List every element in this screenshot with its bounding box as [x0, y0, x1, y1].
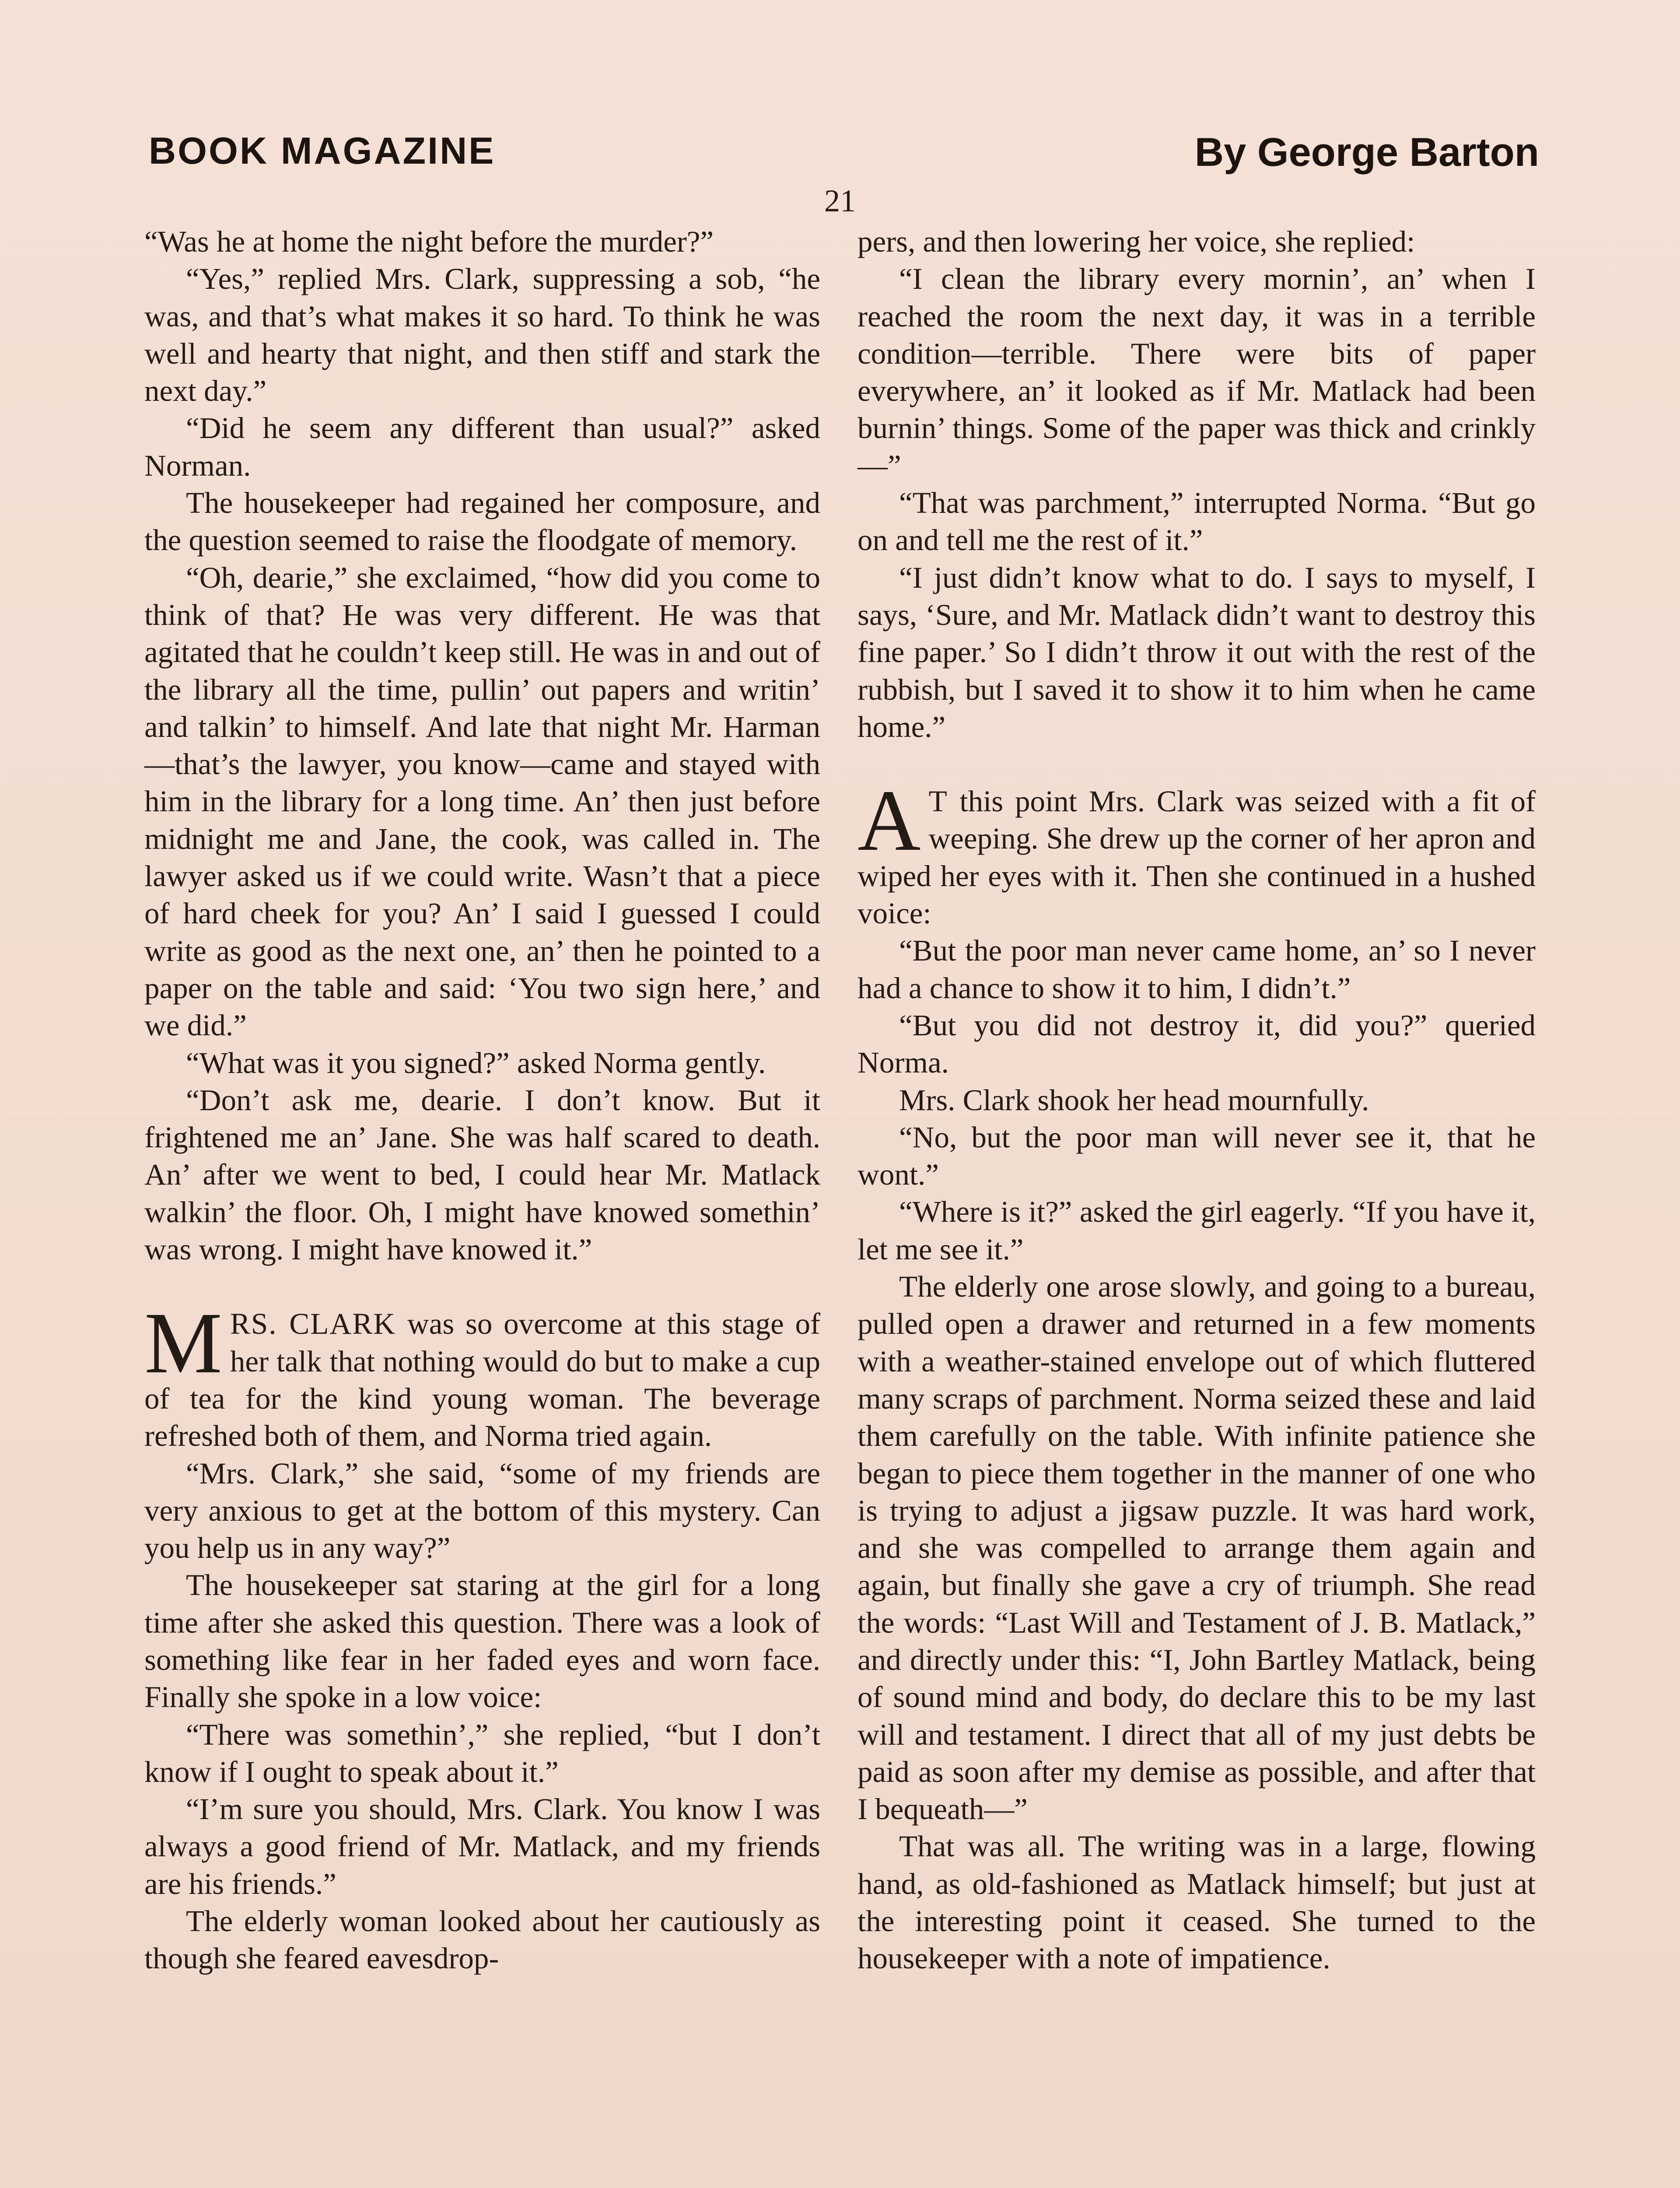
- paragraph-text: was so overcome at this stage of her talk that nothing would do but to make a cup of tea for the kind young woman. The beverage refreshed both of them, and Norma tried again.: [144, 1307, 820, 1453]
- paragraph: “What was it you signed?” asked Norma gently.: [186, 1046, 766, 1080]
- author-byline: By George Barton: [1194, 130, 1539, 175]
- paragraph: “That was parchment,” interrupted Norma. “But go on and tell me the rest of it.”: [858, 486, 1536, 557]
- drop-cap: A: [858, 772, 921, 870]
- left-column: [144, 223, 820, 1978]
- magazine-title: BOOK MAGAZINE: [149, 130, 496, 172]
- paragraph: “Was he at home the night before the murder?”: [144, 225, 714, 258]
- paragraph: “I just didn’t know what to do. I says to myself, I says, ‘Sure, and Mr. Matlack didn’t want to destroy this fine paper.’ So I didn’t throw it out with the rest of the rubbish, but I saved it to show it to him when he came home.”: [858, 561, 1536, 743]
- paragraph: “Mrs. Clark,” she said, “some of my friends are very anxious to get at the bottom of this mystery. Can you help us in any way?”: [144, 1456, 820, 1565]
- paragraph: “Oh, dearie,” she exclaimed, “how did you come to think of that? He was very different. He was that agitated that he couldn’t keep still. He was in and out of the library all the time, pullin’ out papers and writin’ and talkin’ to himself. And late that night Mr. Harman—that’s the lawyer, you know—came and stayed with him in the library for a long time. An’ then just before midnight me and Jane, the cook, was called in. The lawyer asked us if we could write. Wasn’t that a piece of hard cheek for you? An’ I said I guessed I could write as good as the next one, an’ then he pointed to a paper on the table and said: ‘You two sign here,’ and we did.”: [144, 561, 820, 1042]
- paragraph: “But you did not destroy it, did you?” queried Norma.: [858, 1008, 1536, 1080]
- paragraph: Mrs. Clark shook her head mournfully.: [899, 1083, 1369, 1117]
- paragraph-text: this point Mrs. Clark was seized with a fit of weeping. She drew up the corner of her apron and wiped her eyes with it. Then she continued in a hushed voice:: [858, 785, 1536, 930]
- paragraph: “Don’t ask me, dearie. I don’t know. But it frightened me an’ Jane. She was half scared to death. An’ after we went to bed, I could hear Mr. Matlack walkin’ the floor. Oh, I might have knowed somethin’ was wrong. I might have knowed it.”: [144, 1083, 820, 1266]
- paragraph: “Did he seem any different than usual?” asked Norman.: [144, 411, 820, 482]
- paragraph: “I clean the library every mornin’, an’ when I reached the room the next day, it was in a terrible condition—terrible. There were bits of paper everywhere, an’ it looked as if Mr. Matlack had been burnin’ things. Some of the paper was thick and crinkly—”: [858, 262, 1536, 482]
- paragraph: “There was somethin’,” she replied, “but I don’t know if I ought to speak about it.”: [144, 1718, 820, 1788]
- section-opening-paragraph: [144, 1295, 820, 1455]
- paragraph: The housekeeper had regained her composure, and the question seemed to raise the floodgate of memory.: [144, 486, 820, 557]
- lead-in: RS. CLARK: [230, 1307, 396, 1341]
- paragraph: The elderly one arose slowly, and going to a bureau, pulled open a drawer and returned in a few moments with a weather-stained envelope out of which fluttered many scraps of parchment. Norma seized these and laid them carefully on the table. With infinite patience she began to piece them together in the manner of one who is trying to adjust a jigsaw puzzle. It was hard work, and she was compelled to arrange them again and again, but finally she gave a cry of triumph. She read the words: “Last Will and Testament of J. B. Matlack,” and directly under this: “I, John Bartley Matlack, being of sound mind and body, do declare this to be my last will and testament. I direct that all of my just debts be paid as soon after my demise as possible, and after that I bequeath—”: [858, 1270, 1536, 1826]
- paragraph: The elderly woman looked about her cautiously as though she feared eavesdrop-: [144, 1904, 820, 1975]
- right-column: [858, 223, 1536, 1978]
- paragraph: “Where is it?” asked the girl eagerly. “If you have it, let me see it.”: [858, 1195, 1536, 1266]
- section-opening-paragraph: [858, 772, 1536, 932]
- paragraph: “But the poor man never came home, an’ so I never had a chance to show it to him, I didn’t.”: [858, 934, 1536, 1005]
- paragraph: pers, and then lowering her voice, she replied:: [858, 225, 1415, 258]
- paragraph: That was all. The writing was in a large, flowing hand, as old-fashioned as Matlack himself; but just at the interesting point it ceased. She turned to the housekeeper with a note of impatience.: [858, 1830, 1536, 1975]
- paragraph: “Yes,” replied Mrs. Clark, suppressing a sob, “he was, and that’s what makes it so hard. To think he was well and hearty that night, and then stiff and stark the next day.”: [144, 262, 820, 408]
- drop-cap: M: [144, 1295, 222, 1392]
- page-number: 21: [824, 183, 856, 218]
- paragraph: “No, but the poor man will never see it, that he wont.”: [858, 1120, 1536, 1192]
- paragraph: The housekeeper sat staring at the girl for a long time after she asked this question. There was a look of something like fear in her faded eyes and worn face. Finally she spoke in a low voice:: [144, 1568, 820, 1714]
- lead-in: T: [928, 785, 948, 818]
- paragraph: “I’m sure you should, Mrs. Clark. You know I was always a good friend of Mr. Matlack, and my friends are his friends.”: [144, 1792, 820, 1900]
